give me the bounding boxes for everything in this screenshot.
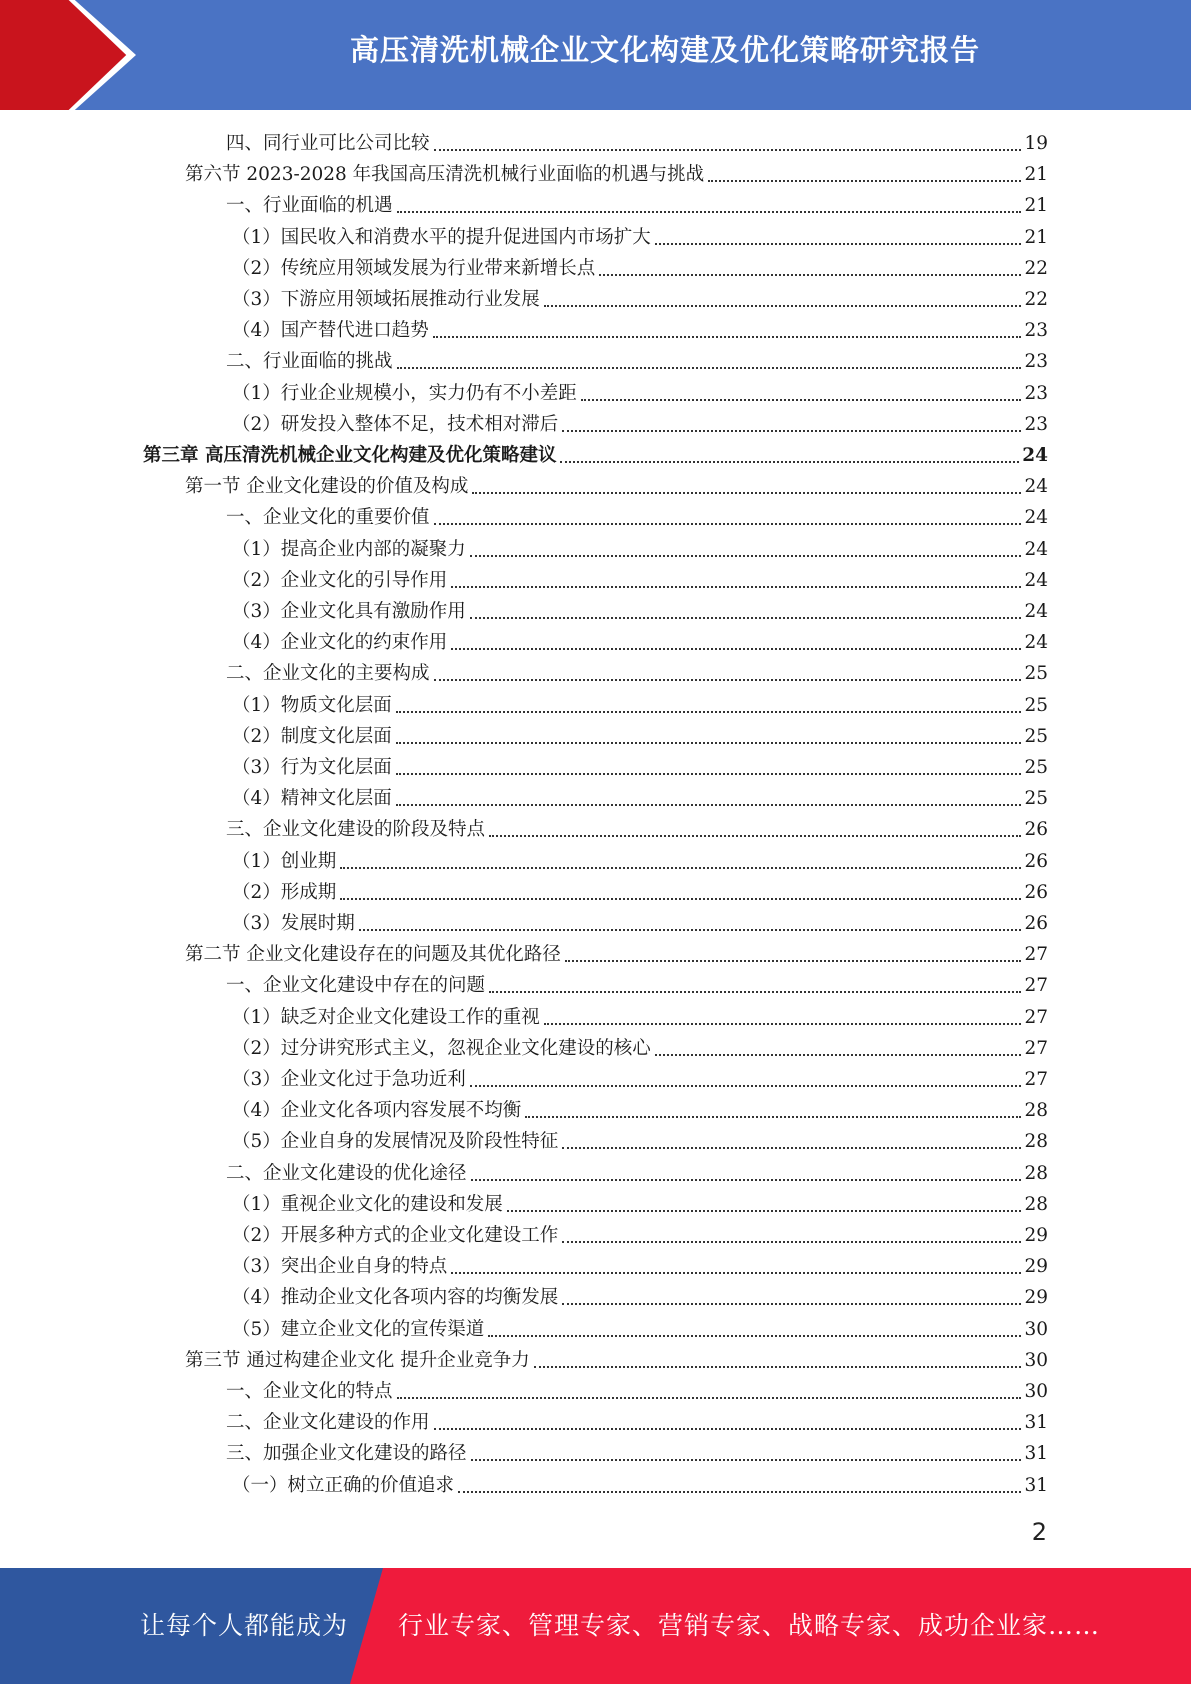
toc-entry-page: 27 (1024, 1069, 1048, 1090)
toc-dot-leader (396, 711, 1022, 713)
toc-entry-page: 21 (1024, 164, 1048, 186)
toc-entry[interactable] (143, 440, 1048, 471)
toc-entry-title: 第六节 2023-2028 年我国高压清洗机械行业面临的机遇与挑战 (185, 164, 705, 186)
toc-dot-leader (470, 1085, 1022, 1087)
toc-entry-title: （2）开展多种方式的企业文化建设工作 (232, 1225, 559, 1246)
footer-slogan-left: 让每个人都能成为 (140, 1611, 349, 1640)
toc-entry-title: （3）突出企业自身的特点 (232, 1256, 448, 1278)
toc-entry-title: （1）提高企业内部的凝聚力 (232, 538, 466, 560)
toc-entry-title: （1）物质文化层面 (232, 694, 392, 716)
toc-entry-page: 26 (1024, 819, 1048, 841)
toc-entry-title: 二、行业面临的挑战 (226, 351, 393, 373)
toc-dot-leader (562, 1147, 1021, 1149)
toc-dot-leader (560, 461, 1019, 463)
toc-dot-leader (471, 1179, 1022, 1181)
toc-entry[interactable] (226, 190, 1048, 221)
toc-entry-title: （1）国民收入和消费水平的提升促进国内市场扩大 (232, 226, 651, 248)
toc-entry-page: 29 (1024, 1287, 1048, 1309)
toc-entry-page: 24 (1024, 507, 1048, 529)
toc-dot-leader (471, 1459, 1022, 1461)
toc-entry-title: （1）重视企业文化的建设和发展 (232, 1193, 503, 1215)
toc-entry[interactable] (226, 346, 1048, 377)
toc-entry-title: 一、企业文化的重要价值 (226, 507, 430, 529)
toc-dot-leader (396, 804, 1022, 806)
toc-dot-leader (472, 492, 1021, 494)
toc-entry-title: 三、企业文化建设的阶段及特点 (226, 819, 486, 841)
toc-entry-title: （1）创业期 (232, 850, 337, 872)
toc-entry-page: 26 (1024, 913, 1048, 934)
toc-entry[interactable] (232, 222, 1048, 253)
toc-entry[interactable] (232, 409, 1048, 440)
toc-dot-leader (489, 991, 1021, 993)
toc-dot-leader (534, 1366, 1022, 1368)
toc-dot-leader (562, 1303, 1021, 1305)
toc-entry-page: 23 (1024, 320, 1048, 342)
toc-dot-leader (655, 243, 1022, 245)
toc-dot-leader (396, 742, 1022, 744)
toc-dot-leader (434, 679, 1022, 681)
toc-entry-title: 一、企业文化的特点 (226, 1381, 393, 1402)
toc-entry-title: （2）企业文化的引导作用 (232, 569, 448, 591)
toc-entry-title: 第二节 企业文化建设存在的问题及其优化路径 (185, 944, 561, 966)
toc-dot-leader (458, 1491, 1021, 1493)
toc-entry-page: 24 (1024, 632, 1048, 654)
toc-entry[interactable] (232, 1251, 1048, 1282)
toc-entry-page: 26 (1024, 850, 1048, 872)
toc-entry-title: 三、加强企业文化建设的路径 (226, 1443, 467, 1465)
toc-entry-page: 28 (1024, 1193, 1048, 1215)
toc-entry-page: 25 (1024, 694, 1048, 716)
toc-entry[interactable] (226, 1407, 1048, 1438)
toc-dot-leader (340, 867, 1021, 869)
toc-dot-leader (451, 648, 1021, 650)
header-red-arrow (60, 0, 132, 110)
toc-entry[interactable] (232, 565, 1048, 596)
toc-entry-title: （3）发展时期 (232, 913, 355, 934)
toc-dot-leader (565, 960, 1022, 962)
page-footer (0, 1568, 1191, 1684)
toc-dot-leader (340, 898, 1021, 900)
toc-entry[interactable] (232, 1064, 1048, 1095)
toc-entry-page: 28 (1024, 1100, 1048, 1122)
toc-entry-title: （1）行业企业规模小，实力仍有不小差距 (232, 382, 577, 404)
toc-dot-leader (488, 1335, 1021, 1337)
toc-entry[interactable] (232, 378, 1048, 409)
toc-dot-leader (470, 555, 1022, 557)
toc-entry-title: （3）行为文化层面 (232, 757, 392, 778)
toc-entry-title: （3）下游应用领域拓展推动行业发展 (232, 289, 540, 310)
toc-dot-leader (433, 336, 1022, 338)
toc-entry[interactable] (232, 1002, 1048, 1033)
toc-entry[interactable] (232, 752, 1048, 783)
toc-entry-page: 27 (1024, 1006, 1048, 1028)
toc-entry-title: （2）研发投入整体不足，技术相对滞后 (232, 413, 559, 435)
toc-entry[interactable] (226, 1158, 1048, 1189)
toc-entry[interactable] (232, 877, 1048, 908)
toc-entry-title: （4）推动企业文化各项内容的均衡发展 (232, 1287, 559, 1309)
toc-entry-title: 二、企业文化建设的优化途径 (226, 1162, 467, 1184)
toc-entry-page: 24 (1024, 538, 1048, 560)
toc-entry-title: （4）企业文化的约束作用 (232, 632, 448, 654)
toc-entry[interactable] (226, 128, 1048, 159)
toc-entry-title: （3）企业文化过于急功近利 (232, 1069, 466, 1090)
page-number: 2 (1031, 1518, 1047, 1546)
toc-dot-leader (708, 180, 1021, 182)
toc-entry-title: （4）国产替代进口趋势 (232, 320, 429, 342)
toc-entry-page: 25 (1024, 725, 1048, 747)
toc-entry[interactable] (232, 253, 1048, 284)
toc-entry-title: （2）制度文化层面 (232, 725, 392, 747)
toc-entry-page: 23 (1024, 413, 1048, 435)
toc-entry[interactable] (226, 502, 1048, 533)
toc-dot-leader (525, 1116, 1021, 1118)
toc-entry-page: 24 (1022, 445, 1048, 466)
toc-entry[interactable] (232, 846, 1048, 877)
toc-entry-page: 30 (1024, 1349, 1048, 1371)
toc-entry[interactable] (185, 471, 1048, 502)
toc-entry-title: （1）缺乏对企业文化建设工作的重视 (232, 1006, 540, 1028)
toc-entry-title: （3）企业文化具有激励作用 (232, 601, 466, 622)
toc-entry[interactable] (226, 970, 1048, 1001)
toc-dot-leader (544, 305, 1022, 307)
toc-entry-page: 24 (1024, 601, 1048, 622)
toc-dot-leader (489, 835, 1021, 837)
toc-entry-page: 27 (1024, 1037, 1048, 1059)
toc-entry-title: 第一节 企业文化建设的价值及构成 (185, 476, 469, 498)
toc-dot-leader (397, 211, 1022, 213)
toc-dot-leader (562, 430, 1021, 432)
toc-dot-leader (599, 274, 1021, 276)
toc-dot-leader (451, 1272, 1021, 1274)
toc-dot-leader (544, 1023, 1022, 1025)
toc-entry[interactable] (226, 658, 1048, 689)
toc-dot-leader (397, 367, 1022, 369)
toc-entry[interactable] (232, 908, 1048, 939)
toc-entry-title: 二、企业文化建设的作用 (226, 1412, 430, 1434)
toc-entry-title: 第三章 高压清洗机械企业文化构建及优化策略建议 (143, 445, 557, 466)
toc-entry[interactable] (232, 1282, 1048, 1313)
toc-entry-page: 25 (1024, 757, 1048, 778)
toc-entry[interactable] (232, 690, 1048, 721)
toc-entry-page: 22 (1024, 289, 1048, 310)
toc-entry-page: 28 (1024, 1131, 1048, 1153)
toc-entry-page: 21 (1024, 195, 1048, 217)
toc-entry-title: （5）建立企业文化的宣传渠道 (232, 1318, 485, 1340)
toc-dot-leader (655, 1054, 1022, 1056)
toc-entry[interactable] (185, 939, 1048, 970)
toc-entry-page: 22 (1024, 257, 1048, 279)
toc-entry[interactable] (226, 1376, 1048, 1407)
toc-dot-leader (581, 399, 1022, 401)
toc-entry-page: 23 (1024, 351, 1048, 373)
toc-dot-leader (397, 1397, 1022, 1399)
toc-entry-page: 30 (1024, 1318, 1048, 1340)
toc-entry-title: （一）树立正确的价值追求 (232, 1474, 455, 1496)
toc-entry-title: 一、行业面临的机遇 (226, 195, 393, 217)
toc-entry-page: 25 (1024, 788, 1048, 810)
toc-entry[interactable] (232, 284, 1048, 315)
toc-entry[interactable] (226, 1438, 1048, 1469)
toc-entry[interactable] (232, 1220, 1048, 1251)
toc-dot-leader (359, 929, 1022, 931)
toc-entry-page: 24 (1024, 476, 1048, 498)
toc-entry[interactable] (232, 721, 1048, 752)
toc-dot-leader (434, 149, 1022, 151)
toc-entry-page: 31 (1024, 1412, 1048, 1434)
toc-dot-leader (451, 586, 1021, 588)
toc-entry[interactable] (226, 814, 1048, 845)
toc-entry-page: 24 (1024, 569, 1048, 591)
toc-entry-page: 27 (1024, 975, 1048, 997)
toc-entry-title: 二、企业文化的主要构成 (226, 663, 430, 685)
toc-entry-title: 四、同行业可比公司比较 (226, 133, 430, 154)
toc-entry[interactable] (185, 1345, 1048, 1376)
toc-entry-page: 19 (1024, 133, 1048, 154)
toc-entry[interactable] (232, 596, 1048, 627)
page-header (0, 0, 1191, 110)
toc-entry-page: 29 (1024, 1256, 1048, 1278)
toc-entry-title: （4）精神文化层面 (232, 788, 392, 810)
toc-dot-leader (562, 1241, 1021, 1243)
toc-entry-page: 25 (1024, 663, 1048, 685)
header-red-block (0, 0, 70, 110)
toc-entry[interactable] (232, 315, 1048, 346)
toc-dot-leader (396, 773, 1022, 775)
toc-entry-title: 第三节 通过构建企业文化 提升企业竞争力 (185, 1349, 530, 1371)
toc-entry-page: 28 (1024, 1162, 1048, 1184)
toc-dot-leader (470, 617, 1022, 619)
toc-entry-title: （2）过分讲究形式主义，忽视企业文化建设的核心 (232, 1037, 651, 1059)
toc-entry-title: 一、企业文化建设中存在的问题 (226, 975, 486, 997)
toc-entry[interactable] (185, 159, 1048, 190)
toc-entry[interactable] (232, 1314, 1048, 1345)
toc-entry[interactable] (232, 534, 1048, 565)
toc-entry-page: 23 (1024, 382, 1048, 404)
toc-dot-leader (434, 1428, 1022, 1430)
toc-entry-page: 30 (1024, 1381, 1048, 1402)
toc-entry-page: 27 (1024, 944, 1048, 966)
toc-entry[interactable] (232, 627, 1048, 658)
toc-entry-title: （5）企业自身的发展情况及阶段性特征 (232, 1131, 559, 1153)
report-title: 高压清洗机械企业文化构建及优化策略研究报告 (349, 33, 980, 67)
toc-entry-title: （2）形成期 (232, 881, 337, 903)
toc-entry-page: 21 (1024, 226, 1048, 248)
toc-entry-title: （2）传统应用领域发展为行业带来新增长点 (232, 257, 596, 279)
toc-entry-page: 29 (1024, 1225, 1048, 1246)
toc-entry[interactable] (232, 1033, 1048, 1064)
footer-slogan-right: 行业专家、管理专家、营销专家、战略专家、成功企业家…… (398, 1611, 1101, 1640)
toc-entry-page: 31 (1024, 1474, 1048, 1496)
toc-entry[interactable] (232, 1189, 1048, 1220)
toc-entry-page: 31 (1024, 1443, 1048, 1465)
toc-dot-leader (507, 1210, 1022, 1212)
toc-entry[interactable] (232, 1126, 1048, 1157)
toc-entry-title: （4）企业文化各项内容发展不均衡 (232, 1100, 522, 1122)
toc-entry[interactable] (232, 1095, 1048, 1126)
toc-entry-page: 26 (1024, 881, 1048, 903)
toc-entry[interactable] (232, 1470, 1048, 1501)
toc-entry[interactable] (232, 783, 1048, 814)
toc-dot-leader (434, 523, 1022, 525)
